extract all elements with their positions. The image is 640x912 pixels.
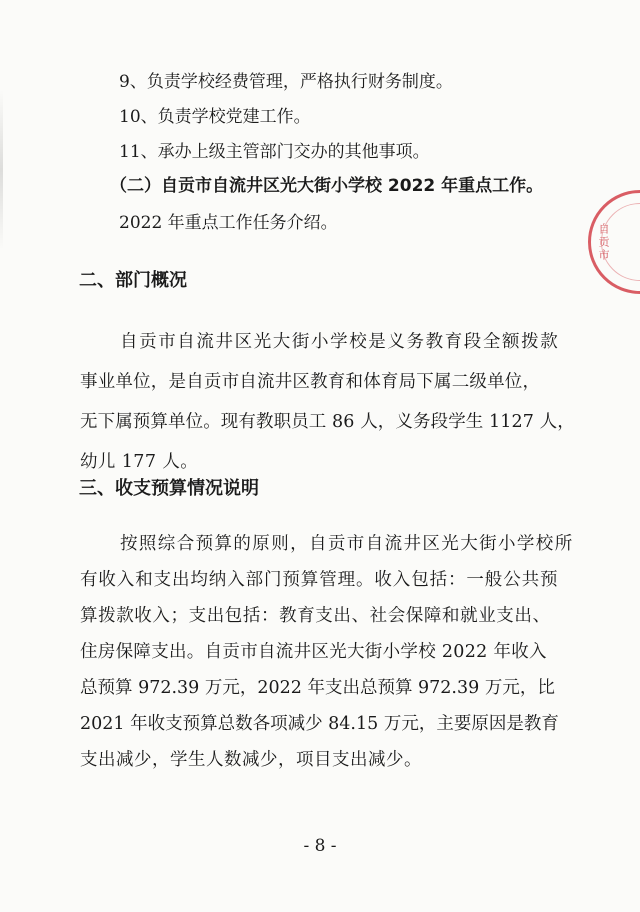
list-item: 10、负责学校党建工作。 [119, 107, 311, 127]
paragraph-line: 自贡市自流井区光大街小学校是义务教育段全额拨款 [120, 332, 560, 352]
scan-edge-shadow [0, 90, 3, 250]
subsection-title: （二）自贡市自流井区光大街小学校 2022 年重点工作。 [110, 176, 544, 196]
list-item: 9、负责学校经费管理，严格执行财务制度。 [119, 72, 453, 92]
paragraph-line: 按照综合预算的原则，自贡市自流井区光大街小学校所 [120, 534, 574, 554]
paragraph-line: 无下属预算单位。现有教职员工 86 人，义务段学生 1127 人， [80, 412, 575, 432]
paragraph-line: 2021 年收支预算总数各项减少 84.15 万元，主要原因是教育 [80, 714, 559, 734]
budget-paragraph [80, 526, 574, 778]
paragraph-line: 幼儿 177 人。 [80, 452, 199, 472]
seal-text: 自贡市 [597, 223, 610, 262]
overview-paragraph [80, 322, 575, 482]
section-heading-overview: 二、部门概况 [79, 270, 187, 291]
section-heading-budget: 三、收支预算情况说明 [79, 478, 259, 499]
paragraph-line: 有收入和支出均纳入部门预算管理。收入包括：一般公共预 [80, 570, 559, 590]
page-number: - 8 - [303, 836, 337, 856]
paragraph-line: 支出减少，学生人数减少，项目支出减少。 [80, 750, 422, 770]
paragraph-line: 事业单位，是自贡市自流井区教育和体育局下属二级单位， [80, 372, 541, 392]
official-seal [588, 190, 640, 294]
paragraph-line: 总预算 972.39 万元，2022 年支出总预算 972.39 万元，比 [80, 678, 555, 698]
paragraph-line: 算拨款收入；支出包括：教育支出、社会保障和就业支出、 [80, 606, 551, 626]
paragraph-line: 住房保障支出。自贡市自流井区光大街小学校 2022 年收入 [80, 642, 547, 662]
subsection-body: 2022 年重点工作任务介绍。 [119, 213, 338, 233]
list-item: 11、承办上级主管部门交办的其他事项。 [119, 142, 430, 162]
